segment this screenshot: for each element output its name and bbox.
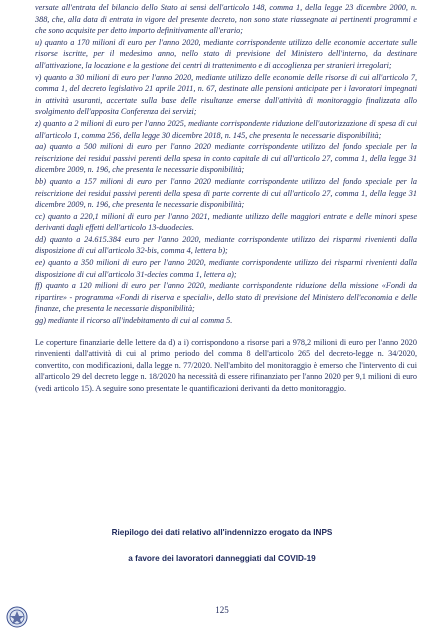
list-item: versate all'entrata del bilancio dello Stato ai sensi dell'articolo 148, comma 1, della legge 23 dicembre 2000, n. 388, che, alla data di entrata in vigore del presente decreto, non sono state riassegnate ai pertinenti programmi e che sono acquisite per detto importo definitivamente all'erario; xyxy=(35,3,417,36)
list-item-aa: aa) quanto a 500 milioni di euro per l'anno 2020 mediante corrispondente utilizzo del fondo speciale per la reiscrizione dei residui passivi perenti della spesa in conto capitale di cui all'articolo 27, comma 1, della legge 31 dicembre 2009, n. 196, che presenta le necessarie disponibilità; xyxy=(35,142,417,175)
page-number: 125 xyxy=(215,605,229,615)
list-item-cc: cc) quanto a 220,1 milioni di euro per l'anno 2021, mediante utilizzo delle maggiori entrate e delle minori spese derivanti dagli effetti dell'articolo 13-duodecies. xyxy=(35,211,417,233)
list-item-ff: ff) quanto a 120 milioni di euro per l'anno 2020, mediante corrispondente riduzione della missione «Fondi da ripartire» - programma «Fondi di riserva e speciali», dello stato di previsione del Ministero dell'economia e delle finanze, che presenta le necessarie disponibilità; xyxy=(35,281,417,314)
section-subheading: a favore dei lavoratori danneggiati dal COVID-19 xyxy=(128,554,316,563)
list-item-ee: ee) quanto a 350 milioni di euro per l'anno 2020, mediante corrispondente utilizzo dei risparmi rivenienti dalla disposizione di cui all'articolo 31-decies comma 1, lettera a); xyxy=(35,258,417,279)
list-item-dd: dd) quanto a 24.615.384 euro per l'anno 2020, mediante corrispondente utilizzo dei risparmi rivenienti dalla disposizione di cui all'articolo 32-bis, comma 4, lettera b); xyxy=(35,234,417,256)
list-item-gg: gg) mediante il ricorso all'indebitamento di cui al comma 5. xyxy=(35,316,233,326)
page-content xyxy=(35,2,417,395)
section-heading: Riepilogo dei dati relativo all'indennizzo erogato da INPS xyxy=(111,528,333,537)
body-paragraph: Le coperture finanziarie delle lettere da d) a i) corrispondono a risorse pari a 978,2 milioni di euro per l'anno 2020 rinvenienti dall'attività di cui al primo periodo del comma 8 dell'articolo 265 del decreto-legge n. 34/2020, convertito, con modificazioni, dalla legge n. 77/2020. Nell'ambito del monitoraggio è emerso che l'intervento di cui all'articolo 29 del decreto legge n. 18/2020 ha necessità di essere rifinanziato per l'anno 2020 per 9,1 milioni di euro (vedi articolo 15). A seguire sono presentate le quantificazioni derivanti da detto monitoraggio. xyxy=(35,337,417,393)
list-item-bb: bb) quanto a 157 milioni di euro per l'anno 2020 mediante corrispondente utilizzo del fondo speciale per la reiscrizione dei residui passivi perenti della spesa di parte corrente di cui all'articolo 27, comma 1, della legge 31 dicembre 2009, n. 196, che presenta le necessarie disponibilità; xyxy=(35,176,417,210)
list-item-u: u) quanto a 170 milioni di euro per l'anno 2020, mediante corrispondente utilizzo delle economie accertate sulle risorse iscritte, per il medesimo anno, nello stato di previsione del Ministero dell'interno, da destinare all'attivazione, la locazione e la gestione dei centri di trattenimento e di accoglienza per stranieri irregolari; xyxy=(35,37,417,70)
list-item-z: z) quanto a 2 milioni di euro per l'anno 2025, mediante corrispondente riduzione dell'autorizzazione di spesa di cui all'articolo 1, comma 256, della legge 30 dicembre 2018, n. 145, che presenta le necessarie disponibilità; xyxy=(35,118,417,140)
list-item-v: v) quanto a 30 milioni di euro per l'anno 2020, mediante utilizzo delle economie delle risorse di cui all'articolo 7, comma 1, del decreto legislativo 21 aprile 2011, n. 67, destinate alle pensioni anticipate per i lavoratori impegnati in attività usuranti, accertate sulla base delle risultanze emerse dall'attività di monitoraggio finalizzata allo svolgimento dell'apposita Conferenza dei servizi; xyxy=(35,72,417,117)
